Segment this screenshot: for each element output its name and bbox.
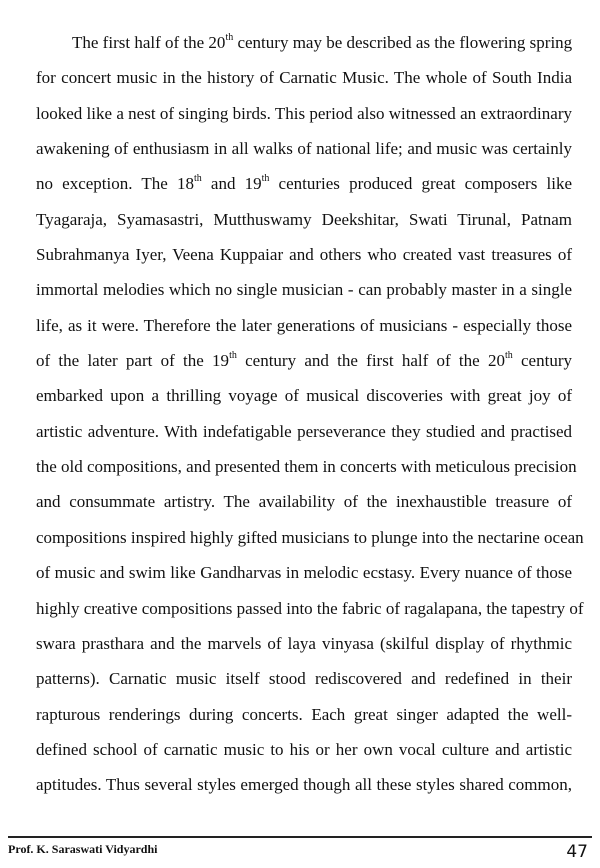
text-span: awakening of enthusiasm in all walks of national life; and music was certainly	[36, 139, 572, 159]
superscript: th	[229, 350, 237, 362]
text-line	[36, 171, 572, 206]
text-span: swara prasthara and the marvels of laya vinyasa (skilful display of rhythmic	[36, 633, 572, 653]
text-span: centuries produced great composers like	[269, 174, 572, 194]
text-span: no exception. The 18	[36, 174, 194, 194]
text-span: century and the first half of the 20	[236, 351, 505, 371]
footer-author: Prof. K. Saraswati Vidyardhi	[8, 842, 158, 856]
text-span: compositions inspired highly gifted musicians to plunge into the nectarine ocean	[36, 527, 584, 547]
text-span: of music and swim like Gandharvas in melodic ecstasy. Every nuance of those	[36, 563, 572, 583]
text-span: for concert music in the history of Carnatic Music. The whole of South India	[36, 68, 572, 88]
text-line	[36, 560, 572, 595]
superscript: th	[193, 173, 202, 185]
text-line	[36, 702, 572, 737]
text-line	[36, 489, 572, 524]
text-span: aptitudes. Thus several styles emerged though all these styles shared common,	[36, 775, 572, 795]
text-line	[36, 348, 572, 383]
text-span: the old compositions, and presented them in concerts with meticulous precision	[36, 457, 577, 477]
text-line	[36, 737, 572, 772]
text-line	[36, 65, 572, 100]
superscript: th	[225, 32, 234, 43]
text-span: and consummate artistry. The availability of the inexhaustible treasure of	[36, 492, 572, 512]
text-span: century	[512, 351, 572, 371]
text-span: The first half of the 20	[72, 33, 226, 52]
text-line	[36, 136, 572, 171]
superscript: th	[261, 173, 270, 185]
text-line	[36, 101, 572, 136]
text-span: century may be described as the flowering spring	[233, 33, 573, 52]
text-line	[36, 207, 572, 242]
text-line	[36, 242, 572, 277]
text-span: embarked upon a thrilling voyage of musical discoveries with great joy of	[36, 386, 572, 406]
page-number: 47	[566, 842, 588, 862]
text-span: immortal melodies which no single musician - can probably master in a single	[36, 280, 572, 300]
text-span: rapturous renderings during concerts. Each great singer adapted the well-	[36, 704, 572, 724]
text-line	[36, 631, 572, 666]
text-span: Subrahmanya Iyer, Veena Kuppaiar and others who created vast treasures of	[36, 245, 572, 265]
text-line	[36, 596, 584, 631]
text-line	[36, 277, 572, 312]
text-span: of the later part of the 19	[36, 351, 230, 371]
text-span: Tyagaraja, Syamasastri, Mutthuswamy Deekshitar, Swati Tirunal, Patnam	[36, 209, 572, 229]
text-line	[36, 666, 572, 701]
body-paragraph	[36, 30, 584, 808]
text-span: patterns). Carnatic music itself stood rediscovered and redefined in their	[36, 669, 572, 689]
text-span: highly creative compositions passed into the fabric of ragalapana, the tapestry of	[36, 598, 584, 618]
text-line	[36, 525, 584, 560]
text-span: and 19	[201, 174, 262, 194]
text-line	[36, 30, 572, 65]
superscript: th	[504, 350, 513, 362]
text-line	[36, 772, 572, 807]
text-span: looked like a nest of singing birds. This period also witnessed an extraordinary	[36, 103, 572, 123]
text-line	[36, 313, 572, 348]
text-span: life, as it were. Therefore the later generations of musicians - especially those	[36, 315, 572, 335]
text-span: defined school of carnatic music to his or her own vocal culture and artistic	[36, 739, 572, 759]
text-line	[36, 419, 572, 454]
footer-rule	[8, 836, 592, 838]
text-line	[36, 383, 572, 418]
text-line	[36, 454, 577, 489]
text-span: artistic adventure. With indefatigable perseverance they studied and practised	[36, 421, 572, 441]
